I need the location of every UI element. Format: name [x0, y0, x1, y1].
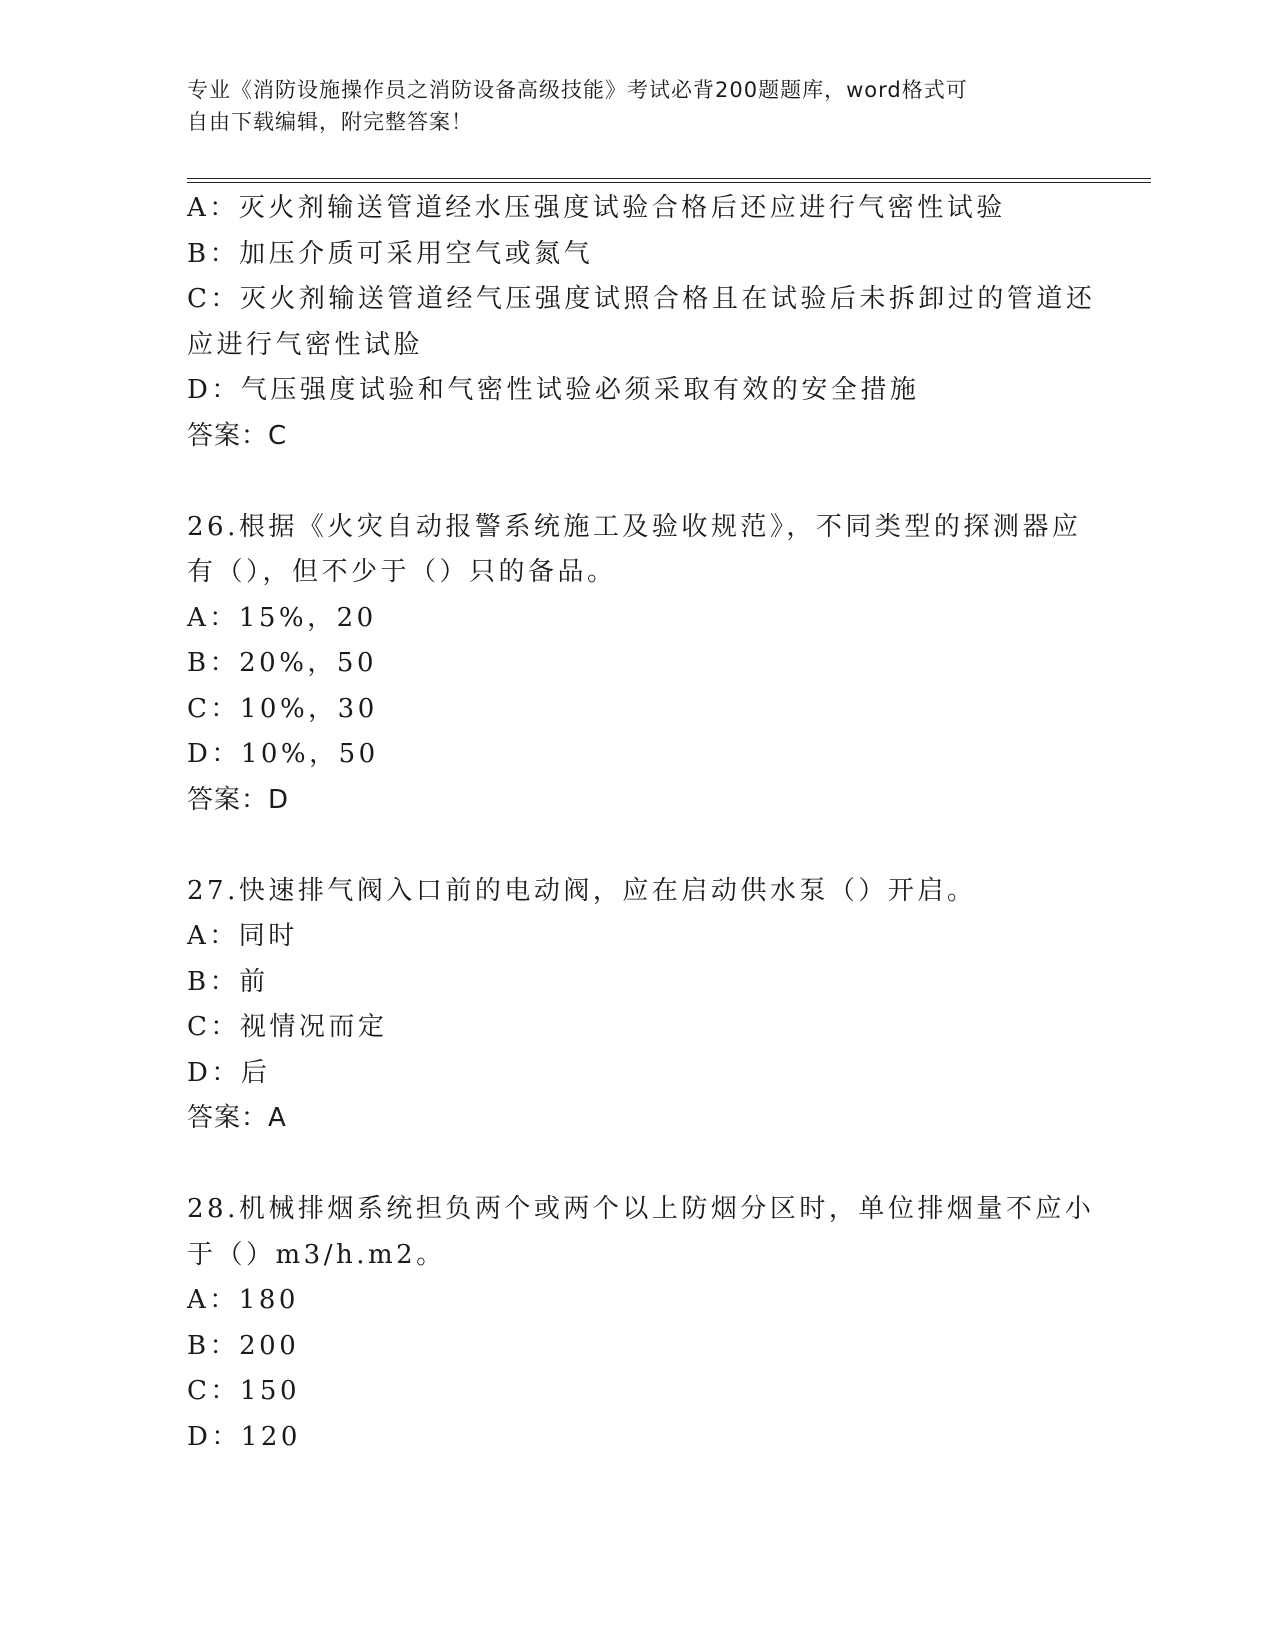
option-a: A：180	[187, 1285, 299, 1315]
question-stem-continued: 于（）m3/h.m2。	[187, 1239, 446, 1270]
option-d: D：10%，50	[187, 739, 379, 769]
option-b: B：200	[187, 1330, 300, 1361]
option-b: B：前	[187, 966, 269, 997]
option-a: A：同时	[187, 921, 298, 951]
answer: 答案：C	[187, 420, 288, 451]
option-b: B：加压介质可采用空气或氮气	[187, 238, 594, 269]
answer: 答案：A	[187, 1103, 287, 1133]
document-header	[187, 74, 1067, 138]
option-c: C：视情况而定	[187, 1012, 388, 1042]
question-stem-continued: 有（），但不少于（）只的备品。	[187, 557, 617, 587]
question-stem: 28.机械排烟系统担负两个或两个以上防烟分区时，单位排烟量不应小	[187, 1194, 1095, 1224]
header-divider-top	[187, 178, 1151, 179]
spacer	[187, 1142, 1077, 1188]
spacer	[187, 823, 1077, 869]
option-d: D：气压强度试验和气密性试验必须采取有效的安全措施	[187, 375, 920, 405]
option-d: D：120	[187, 1421, 301, 1452]
option-c: C：150	[187, 1376, 301, 1406]
answer: 答案：D	[187, 784, 290, 815]
header-line-2: 自由下载编辑，附完整答案！	[187, 110, 473, 134]
question-25-block	[187, 186, 1096, 459]
header-line-1: 专业《消防设施操作员之消防设备高级技能》考试必背200题题库，word格式可	[187, 78, 968, 102]
option-a: A：灭火剂输送管道经水压强度试验合格后还应进行气密性试验	[187, 193, 1006, 223]
option-d: D：后	[187, 1057, 271, 1088]
question-stem: 26.根据《火灾自动报警系统施工及验收规范》，不同类型的探测器应	[187, 511, 1082, 542]
spacer	[187, 459, 1077, 505]
question-26-block	[187, 505, 1082, 824]
option-a: A：15%，20	[187, 602, 377, 633]
header-divider-bottom	[187, 182, 1151, 183]
question-stem: 27.快速排气阀入口前的电动阀，应在启动供水泵（）开启。	[187, 875, 977, 906]
option-c-continued: 应进行气密性试脸	[187, 329, 424, 360]
question-27-block	[187, 869, 1077, 1142]
option-c: C：灭火剂输送管道经气压强度试照合格且在试验后未拆卸过的管道还	[187, 284, 1096, 314]
question-list	[187, 186, 1096, 1460]
question-28-block	[187, 1187, 1095, 1460]
option-b: B：20%，50	[187, 648, 377, 678]
option-c: C：10%，30	[187, 693, 378, 724]
